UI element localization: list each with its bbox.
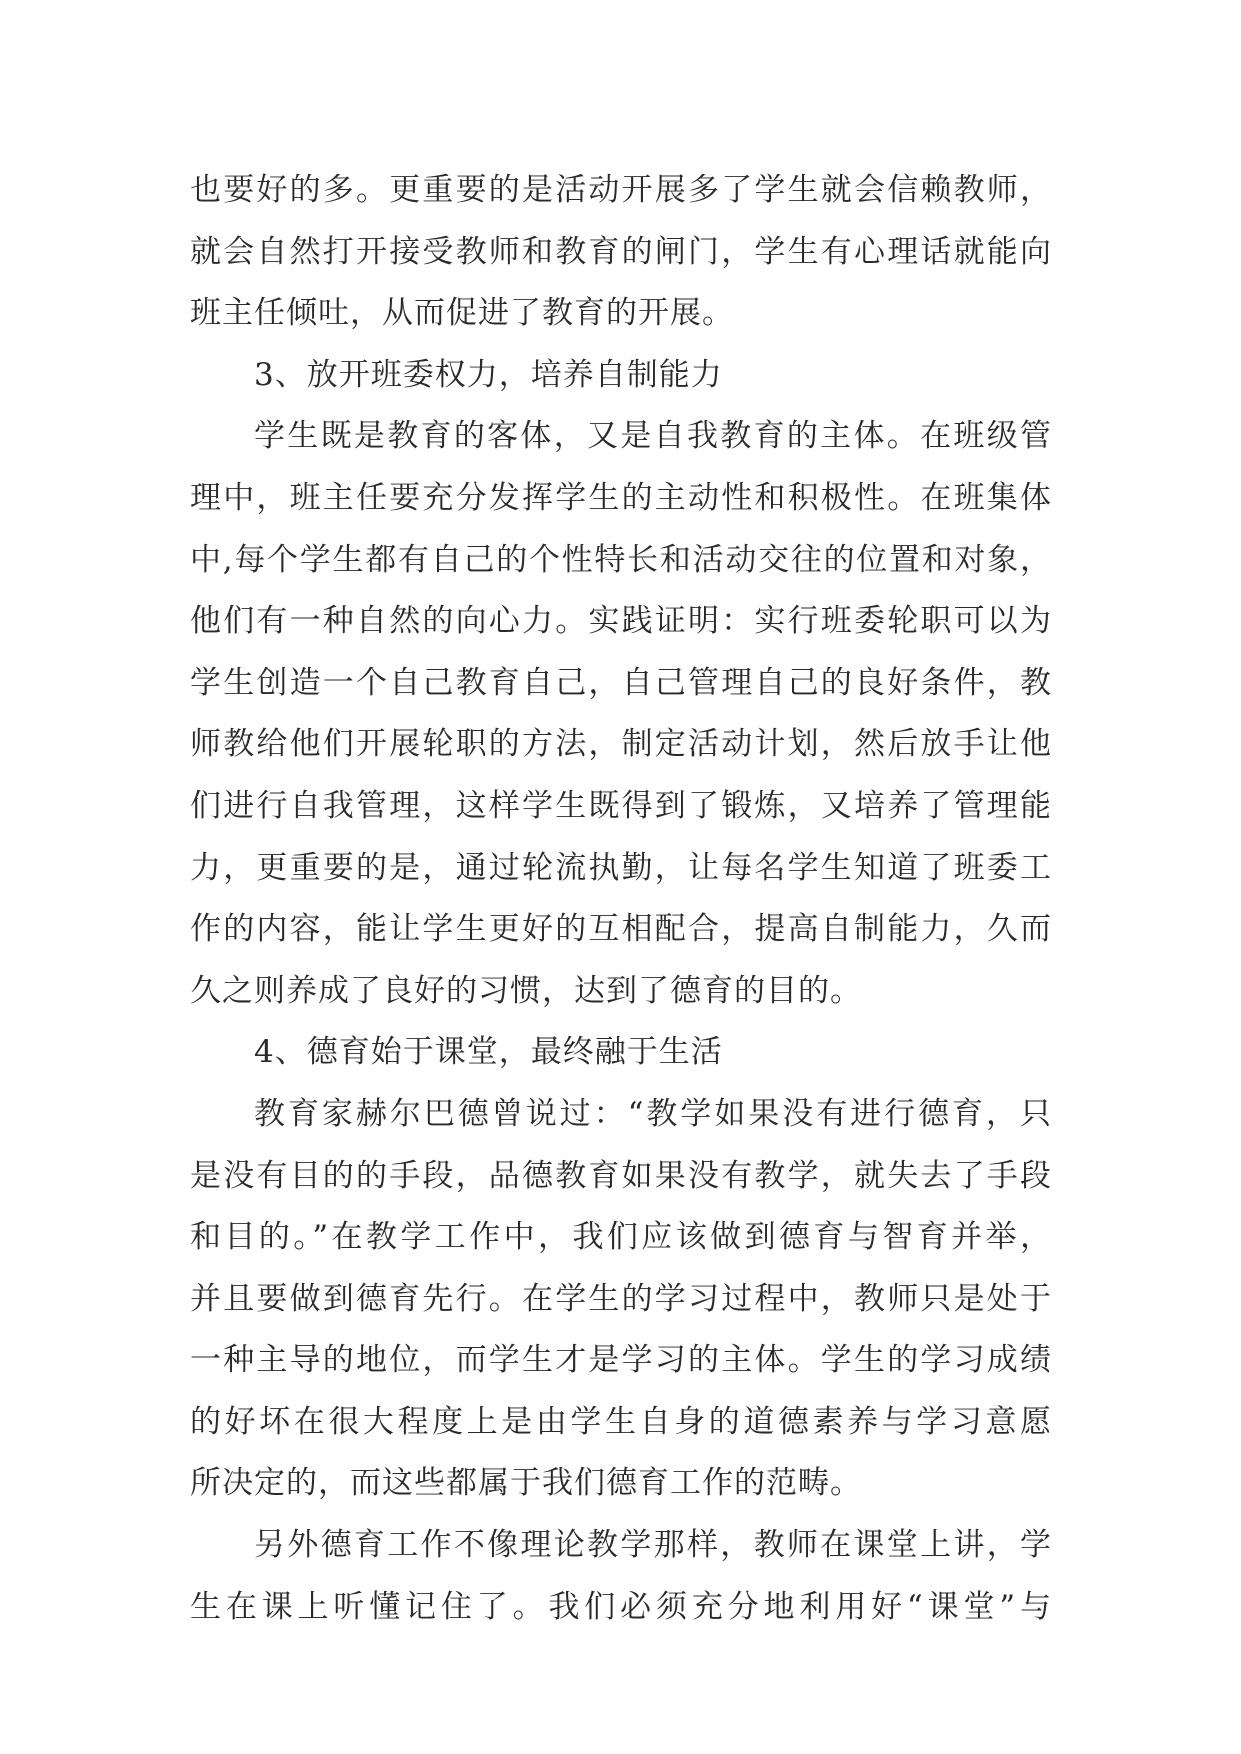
text-line: 一种主导的地位，而学生才是学习的主体。学生的学习成绩	[190, 1342, 1052, 1379]
text-line: 另外德育工作不像理论教学那样，教师在课堂上讲，学	[254, 1527, 1052, 1564]
text-line: 是没有目的的手段，品德教育如果没有教学，就失去了手段	[190, 1157, 1052, 1194]
text-line: 教育家赫尔巴德曾说过：“教学如果没有进行德育，只	[254, 1095, 1052, 1132]
text-line: 中,每个学生都有自己的个性特长和活动交往的位置和对象，	[190, 541, 1052, 578]
text-line: 和目的。”在教学工作中，我们应该做到德育与智育并举，	[190, 1219, 1052, 1256]
text-line: 所决定的，而这些都属于我们德育工作的范畴。	[190, 1465, 862, 1502]
text-line: 的好坏在很大程度上是由学生自身的道德素养与学习意愿	[190, 1403, 1052, 1440]
text-line: 也要好的多。更重要的是活动开展多了学生就会信赖教师，	[190, 172, 1052, 208]
text-line: 并且要做到德育先行。在学生的学习过程中，教师只是处于	[190, 1280, 1052, 1317]
text-line: 学生既是教育的客体，又是自我教育的主体。在班级管	[254, 418, 1052, 455]
text-line: 学生创造一个自己教育自己，自己管理自己的良好条件，教	[190, 664, 1052, 701]
section-heading: 3、放开班委权力，培养自制能力	[254, 356, 723, 393]
section-heading: 4、德育始于课堂，最终融于生活	[254, 1034, 723, 1071]
text-line: 就会自然打开接受教师和教育的闸门，学生有心理话就能向	[190, 233, 1052, 270]
text-line: 们进行自我管理，这样学生既得到了锻炼，又培养了管理能	[190, 787, 1052, 824]
text-line: 力，更重要的是，通过轮流执勤，让每名学生知道了班委工	[190, 849, 1052, 886]
text-line: 师教给他们开展轮职的方法，制定活动计划，然后放手让他	[190, 726, 1052, 763]
text-line: 作的内容，能让学生更好的互相配合，提高自制能力，久而	[190, 911, 1052, 948]
text-line: 班主任倾吐，从而促进了教育的开展。	[190, 295, 734, 332]
document-body	[190, 160, 1052, 1638]
text-line: 理中，班主任要充分发挥学生的主动性和积极性。在班集体	[190, 479, 1052, 516]
text-line: 生在课上听懂记住了。我们必须充分地利用好“课堂”与	[190, 1588, 1052, 1625]
text-line: 久之则养成了良好的习惯，达到了德育的目的。	[190, 972, 862, 1009]
text-line: 他们有一种自然的向心力。实践证明：实行班委轮职可以为	[190, 603, 1052, 640]
